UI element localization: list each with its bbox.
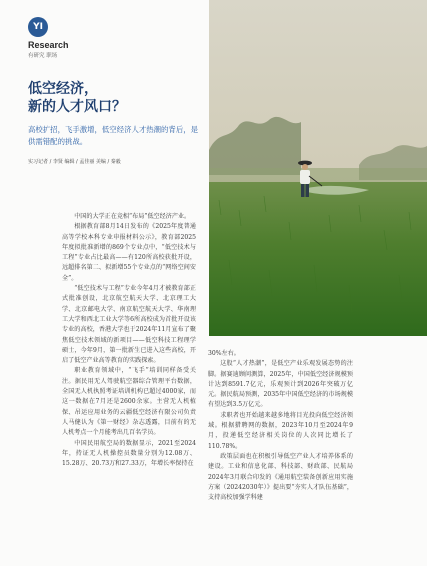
- title-line-2: 新的人才风口？: [28, 99, 126, 115]
- title-line-1: 低空经济，: [28, 81, 98, 97]
- body-paragraph: 政策层面也在积极引导低空产业人才培养体系的建设。工业和信息化部、科技部、财政部、民航局2024年3月联合印发的《通用航空装备创新应用实施方案（20242030年）》提出要“夯实人才队伍基础”，支持高校加强学科建: [208, 452, 353, 502]
- article-title: [28, 80, 203, 116]
- article-byline: 实习记者 / 李贤 编辑 / 孟佳丽 美编 / 秦毅: [28, 159, 121, 165]
- body-paragraph: 求职者也开始越来越多地将目光投向低空经济领域。根据猎聘网的数据，2023年10月至2024年9月，投递低空经济相关岗位的人次同比增长了110.78%。: [208, 411, 353, 450]
- body-column-right: [208, 349, 353, 503]
- hero-photo: [209, 0, 427, 336]
- body-paragraph: “低空技术与工程”专业今年4月才被教育部正式批准创设，北京航空航天大学、北京理工大学、北京邮电大学、南京航空航天大学、华南理工大学和西北工业大学等6所高校成为首批开设该专业的高校，香港大学也于2024年11月宣布了聚焦低空技术领域的新项目——低空科技工程理学硕士，今年9月，第一批新生已进入这些高校，开启了低空产业高等教育的实践探索。: [62, 285, 196, 365]
- brand-header: [28, 17, 69, 59]
- brand-name: Research: [28, 40, 69, 50]
- body-paragraph: 职业教育领域中，“飞手”培训同样备受关注。据民用无人驾驶航空器综合管理平台数据，全国无人机执照考证培训机构已超过4000家，而这一数据在7月还是2600余家。主营无人机植保、吊运应用业务的云疆低空经济有限公司负责人马健认为《第一财经》杂志透露，目前有的无人机考点一个月能考出几百名学员。: [62, 367, 196, 437]
- brand-subtitle: 有研究 职场: [28, 53, 58, 59]
- brand-logo: YI: [28, 17, 48, 37]
- body-paragraph: 中国的大学正在竞相“布局”低空经济产业。: [74, 213, 191, 220]
- body-paragraph: 这股“人才热潮”，是低空产业乐观发展态势的注脚。据赛迪顾问测算，2025年，中国低空经济规模预计达到8591.7亿元，乐观预计到2026年突破万亿元。据民航局预测，2035年中国低空经济的市场规模有望达到3.5万亿元。: [208, 360, 353, 409]
- body-paragraph-continued: 30%左右。: [208, 350, 240, 357]
- body-paragraph: 中国民用航空局的数据显示，2021至2024年，持证无人机操控员数量分别为12.08万、15.28万、20.73万和27.33万，年增长率保持在: [62, 439, 196, 468]
- body-column-left: [62, 212, 196, 469]
- body-paragraph: 根据教育部8月14日发布的《2025年度普通高等学校本科专业申报材料公示》，教育部2025年度拟批准新增的869个专业点中，“低空技术与工程”专业占比最高——有120所高校获批开设，远超排名第二、拟新增55个专业点的“网络空间安全”。: [62, 223, 196, 282]
- article-subtitle: 高校扩招，飞手激增，低空经济人才热潮的背后，是供需错配的挑战。: [28, 125, 198, 146]
